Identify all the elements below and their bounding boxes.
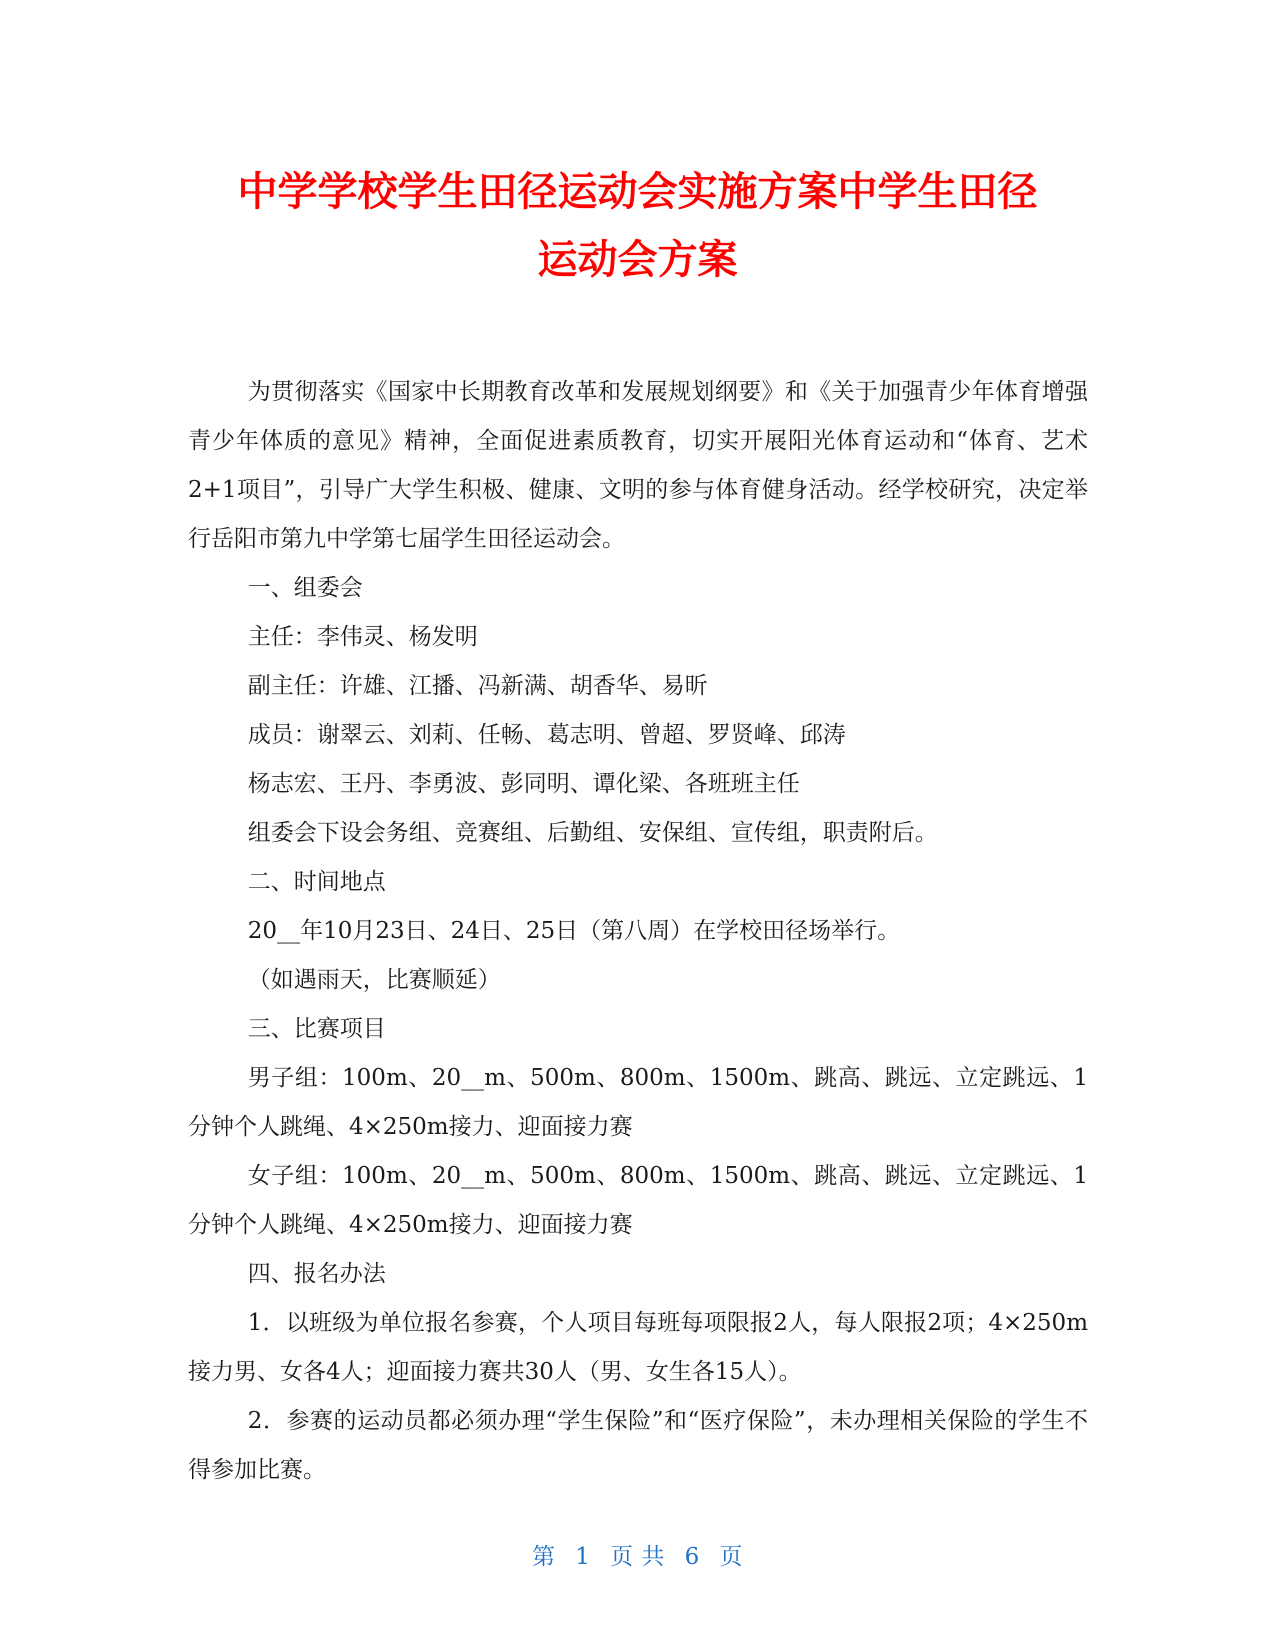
rain-note: （如遇雨天，比赛顺延）	[247, 967, 501, 993]
section-heading-committee: 一、组委会	[247, 575, 363, 601]
section-heading-registration: 四、报名办法	[247, 1261, 386, 1287]
document-title	[160, 158, 1115, 294]
committee-deputy-director: 副主任：许雄、江播、冯新满、胡香华、易昕	[247, 673, 708, 699]
registration-rule-1: 1．以班级为单位报名参赛，个人项目每班每项限报2人，每人限报2项；4×250m接力男、女各4人；迎面接力赛共30人（男、女生各15人）。	[188, 1310, 1088, 1385]
section-heading-time-place: 二、时间地点	[247, 869, 386, 895]
footer-middle: 页 共	[610, 1544, 665, 1570]
footer-current-page: 1	[575, 1544, 591, 1570]
footer-total-pages: 6	[684, 1544, 700, 1570]
footer-suffix: 页	[719, 1544, 743, 1570]
committee-subgroups: 组委会下设会务组、竞赛组、后勤组、安保组、宣传组，职责附后。	[247, 820, 938, 846]
title-line-2: 运动会方案	[537, 237, 738, 283]
section-heading-events: 三、比赛项目	[247, 1016, 386, 1042]
mens-events: 男子组：100m、20__m、500m、800m、1500m、跳高、跳远、立定跳远、1分钟个人跳绳、4×250m接力、迎面接力赛	[188, 1065, 1088, 1140]
committee-members: 成员：谢翠云、刘莉、任畅、葛志明、曾超、罗贤峰、邱涛	[247, 722, 846, 748]
document-body	[188, 368, 1088, 1495]
committee-members-continued: 杨志宏、王丹、李勇波、彭同明、谭化梁、各班班主任	[247, 771, 800, 797]
event-date-location: 20__年10月23日、24日、25日（第八周）在学校田径场举行。	[247, 918, 901, 944]
intro-paragraph: 为贯彻落实《国家中长期教育改革和发展规划纲要》和《关于加强青少年体育增强青少年体质的意见》精神，全面促进素质教育，切实开展阳光体育运动和“体育、艺术2+1项目”，引导广大学生积极、健康、文明的参与体育健身活动。经学校研究，决定举行岳阳市第九中学第七届学生田径运动会。	[188, 379, 1088, 552]
page-footer	[0, 1538, 1275, 1571]
womens-events: 女子组：100m、20__m、500m、800m、1500m、跳高、跳远、立定跳远、1分钟个人跳绳、4×250m接力、迎面接力赛	[188, 1163, 1088, 1238]
committee-director: 主任：李伟灵、杨发明	[247, 624, 478, 650]
registration-rule-2: 2．参赛的运动员都必须办理“学生保险”和“医疗保险”，未办理相关保险的学生不得参加比赛。	[188, 1408, 1088, 1483]
footer-prefix: 第	[532, 1544, 556, 1570]
title-line-1: 中学学校学生田径运动会实施方案中学生田径	[237, 169, 1038, 215]
